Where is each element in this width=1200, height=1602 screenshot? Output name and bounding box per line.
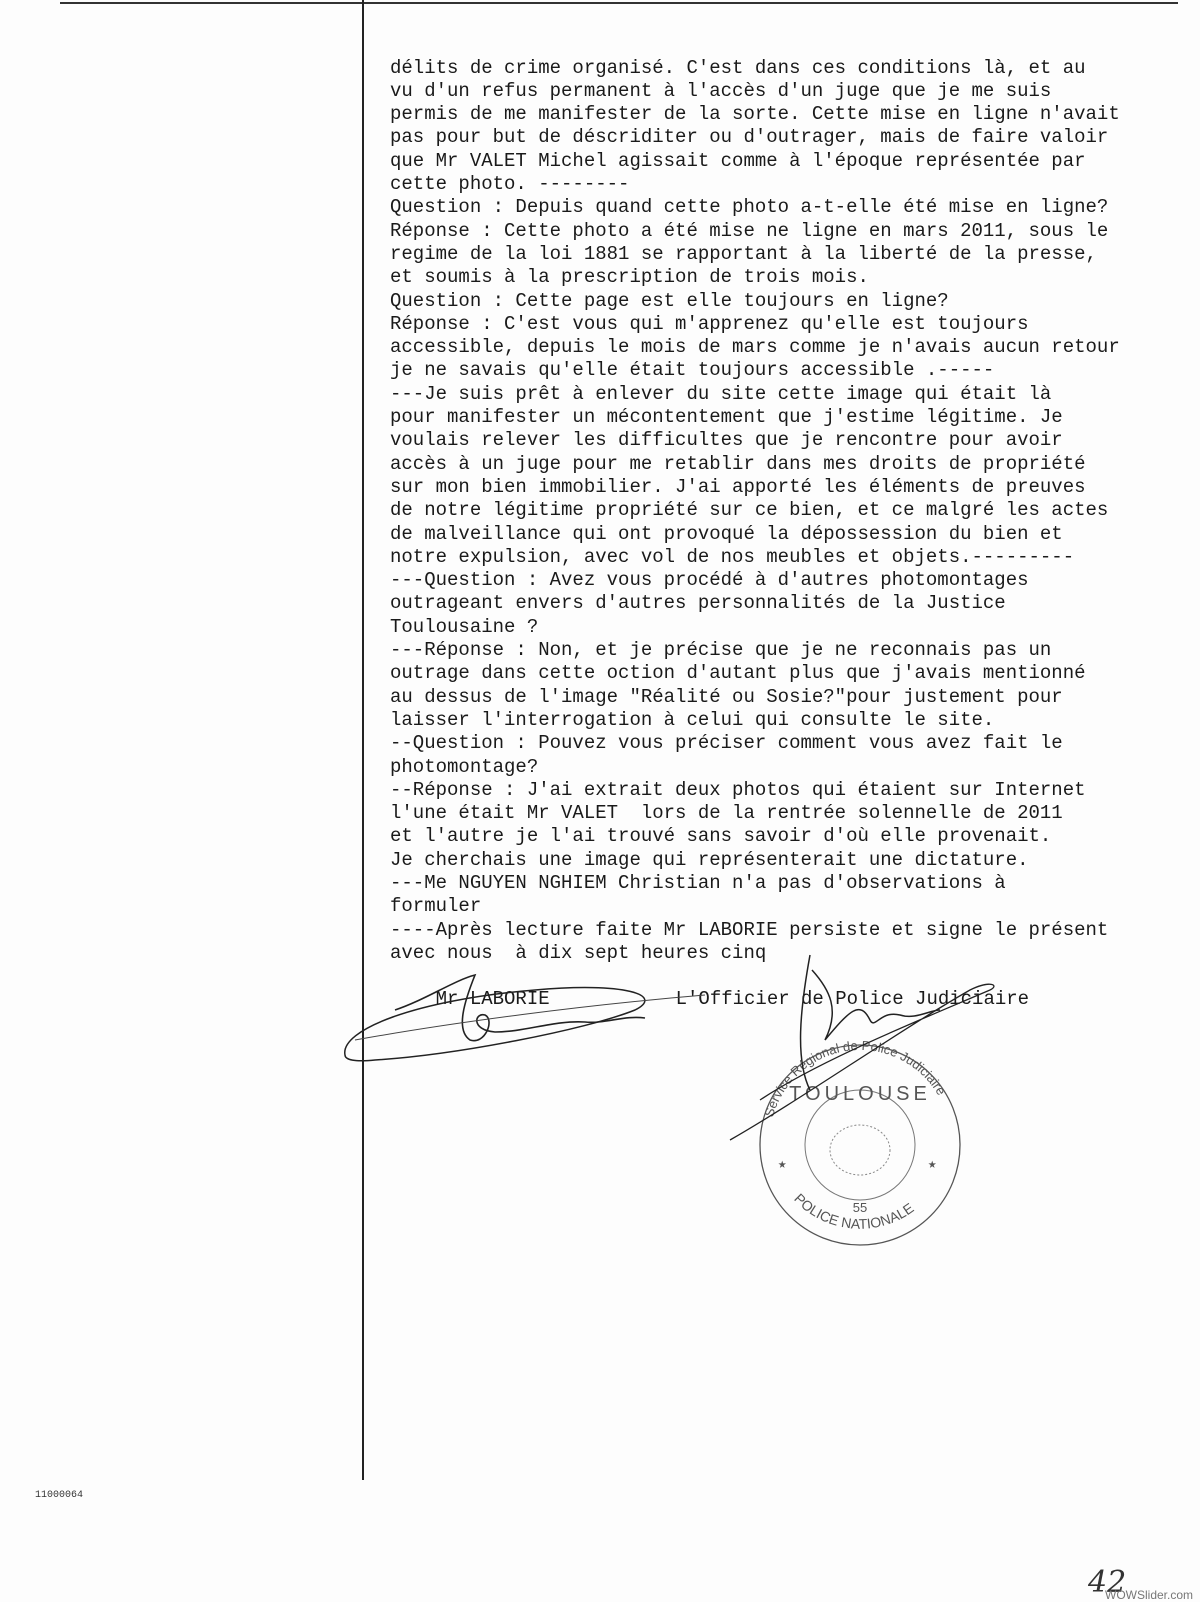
text-line: et l'autre je l'ai trouvé sans savoir d'où elle provenait. xyxy=(390,825,1052,848)
text-line: au dessus de l'image "Réalité ou Sosie?"pour justement pour xyxy=(390,685,1063,708)
stamp-city: TOULOUSE xyxy=(789,1083,931,1105)
signatory-left: Mr LABORIE xyxy=(435,988,550,1011)
stamp-top-text: Service Régional de Police Judiciaire xyxy=(761,1037,949,1119)
svg-text:Service Régional de Police Jud xyxy=(761,1038,949,1119)
text-line: ---Question : Avez vous procédé à d'autres photomontages xyxy=(390,569,1029,592)
signature-laborie xyxy=(335,960,715,1080)
text-line: vu d'un refus permanent à l'accès d'un juge que je me suis xyxy=(390,79,1052,102)
text-line: délits de crime organisé. C'est dans ces conditions là, et au xyxy=(390,56,1086,79)
stamp-bottom-text: POLICE NATIONALE xyxy=(791,1190,917,1232)
text-line: permis de me manifester de la sorte. Cette mise en ligne n'avait xyxy=(390,103,1120,126)
text-line: formuler xyxy=(390,895,482,918)
text-line: sur mon bien immobilier. J'ai apporté les éléments de preuves xyxy=(390,475,1086,498)
watermark: WOWSlider.com xyxy=(1105,1588,1194,1602)
document-id: 11000064 xyxy=(35,1490,84,1501)
stamp-star-icon: ★ xyxy=(778,1157,787,1173)
document-body xyxy=(390,10,1190,1012)
text-line: de malveillance qui ont provoqué la dépossession du bien et xyxy=(390,522,1063,545)
text-line: laisser l'interrogation à celui qui consulte le site. xyxy=(390,708,995,731)
text-line: et soumis à la prescription de trois mois. xyxy=(390,266,869,289)
stamp-number: 55 xyxy=(852,1200,868,1215)
text-line: ----Après lecture faite Mr LABORIE persiste et signe le présent xyxy=(390,918,1109,941)
text-line: Question : Cette page est elle toujours en ligne? xyxy=(390,289,949,312)
text-line: que Mr VALET Michel agissait comme à l'époque représentée par xyxy=(390,149,1086,172)
police-stamp xyxy=(700,950,1000,1270)
top-border-line xyxy=(60,2,1178,4)
text-line: photomontage? xyxy=(390,755,539,778)
text-line: pas pour but de déscriditer ou d'outrager, mais de faire valoir xyxy=(390,126,1109,149)
page-number: 42 xyxy=(1088,1565,1127,1600)
text-line: avec nous à dix sept heures cinq xyxy=(390,941,767,964)
text-line: Toulousaine ? xyxy=(390,615,539,638)
text-line: accès à un juge pour me retablir dans mes droits de propriété xyxy=(390,452,1086,475)
text-line: Question : Depuis quand cette photo a-t-elle été mise en ligne? xyxy=(390,196,1109,219)
text-line: voulais relever les difficultes que je rencontre pour avoir xyxy=(390,429,1063,452)
text-line: regime de la loi 1881 se rapportant à la liberté de la presse, xyxy=(390,242,1097,265)
text-line: Réponse : C'est vous qui m'apprenez qu'elle est toujours xyxy=(390,312,1029,335)
text-line: outrageant envers d'autres personnalités de la Justice xyxy=(390,592,1006,615)
text-line: accessible, depuis le mois de mars comme je n'avais aucun retour xyxy=(390,336,1120,359)
text-line: ---Me NGUYEN NGHIEM Christian n'a pas d'observations à xyxy=(390,871,1006,894)
text-line: outrage dans cette oction d'autant plus que j'avais mentionné xyxy=(390,662,1086,685)
text-line: Je cherchais une image qui représenterait une dictature. xyxy=(390,848,1029,871)
text-line: ---Réponse : Non, et je précise que je ne reconnais pas un xyxy=(390,639,1052,662)
signatory-right: L'Officier de Police Judiciaire xyxy=(675,988,1030,1011)
text-line: l'une était Mr VALET lors de la rentrée solennelle de 2011 xyxy=(390,802,1063,825)
text-line: ---Je suis prêt à enlever du site cette image qui était là xyxy=(390,382,1052,405)
text-line: cette photo. -------- xyxy=(390,173,630,196)
margin-line xyxy=(362,0,364,1480)
text-line: --Question : Pouvez vous préciser comment vous avez fait le xyxy=(390,732,1063,755)
stamp-star-icon: ★ xyxy=(928,1157,937,1173)
text-line: de notre légitime propriété sur ce bien, et ce malgré les actes xyxy=(390,499,1109,522)
text-line: --Réponse : J'ai extrait deux photos qui étaient sur Internet xyxy=(390,778,1086,801)
text-line: notre expulsion, avec vol de nos meubles et objets.--------- xyxy=(390,545,1075,568)
text-line: pour manifester un mécontentement que j'estime légitime. Je xyxy=(390,406,1063,429)
text-line: je ne savais qu'elle était toujours accessible .----- xyxy=(390,359,995,382)
text-line: Réponse : Cette photo a été mise ne ligne en mars 2011, sous le xyxy=(390,219,1109,242)
